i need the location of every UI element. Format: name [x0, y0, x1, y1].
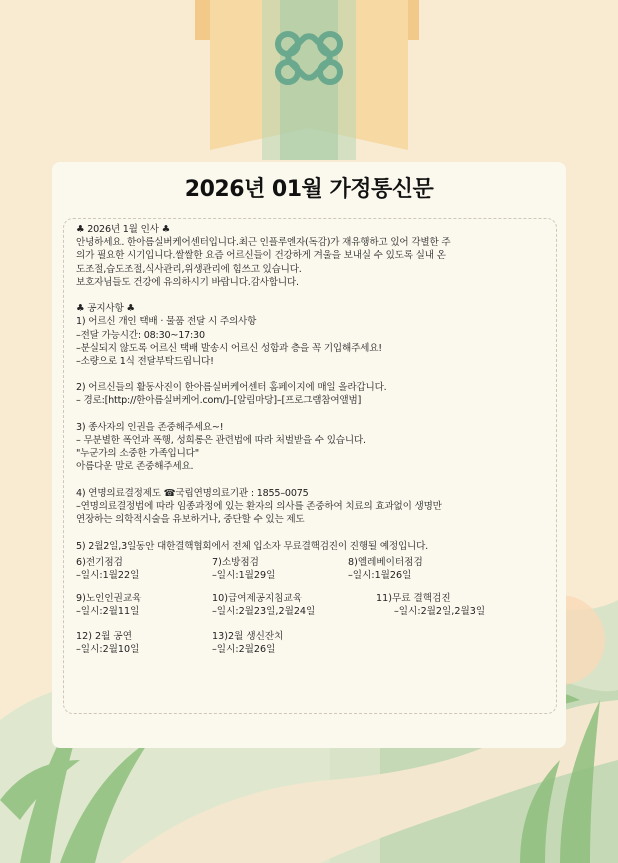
notice-line: 3) 종사자의 인권을 존중해주세요~! [76, 421, 224, 433]
schedule-date: –일시:1월22일 [76, 570, 140, 582]
schedule-item [76, 630, 139, 656]
greeting-line: 보호자님들도 건강에 유의하시기 바랍니다.감사합니다. [76, 276, 299, 288]
schedule-title: 8)엘레베이터점검 [348, 557, 423, 568]
schedule-item [76, 556, 139, 582]
schedule-item [348, 556, 423, 582]
schedule-title: 12) 2월 공연 [76, 631, 132, 642]
notice-line: 2) 어르신들의 활동사진이 한아름실버케어센터 홈페이지에 매일 올라갑니다. [76, 382, 387, 394]
schedule-title: 11)무료 결핵검진 [376, 593, 451, 604]
notice-line: –분실되지 않도록 어르신 택배 발송시 어르신 성함과 층을 꼭 기입해주세요! [76, 342, 382, 354]
schedule-item [212, 630, 283, 656]
notice-line: – 경로:[http://한아름실버케어.com/]–[알림마당]–[프로그램참여앨범] [76, 395, 362, 407]
notice-line: 연장하는 의학적시술을 유보하거나, 중단할 수 있는 제도 [76, 514, 305, 526]
newsletter-body [76, 223, 546, 553]
schedule-date: –일시:2월26일 [212, 644, 276, 656]
schedule-item [212, 556, 275, 582]
notice-line: 4) 연명의료결정제도 ☎국립연명의료기관 : 1855–0075 [76, 487, 309, 499]
schedule-date: –일시:1월29일 [212, 570, 276, 582]
notice-line: –전달 가능시간: 08:30~17:30 [76, 329, 205, 341]
notice-line: 1) 어르신 개인 택배 · 물품 전달 시 주의사항 [76, 316, 257, 328]
schedule-date: –일시:2월2일,2월3일 [394, 606, 486, 618]
greeting-heading: ♣ 2026년 1월 인사 ♣ [76, 224, 170, 235]
notice-line: "누군가의 소중한 가족입니다" [76, 448, 199, 460]
schedule-date: –일시:1월26일 [348, 570, 412, 582]
schedule-item [212, 592, 315, 618]
notice-line: – 무분별한 폭언과 폭행, 성희롱은 관련법에 따라 처벌받을 수 있습니다. [76, 435, 366, 446]
notice-line: –소량으로 1식 전달부탁드립니다! [76, 355, 214, 367]
schedule-title: 6)전기점검 [76, 557, 123, 568]
notice-line: 아름다운 말로 존중해주세요. [76, 461, 194, 473]
schedule-date: –일시:2월23일,2월24일 [212, 606, 316, 618]
schedule-date: –일시:2월11일 [76, 606, 140, 618]
schedule-title: 13)2월 생신잔치 [212, 631, 284, 642]
greeting-line: 도조절,습도조절,식사관리,위생관리에 힘쓰고 있습니다. [76, 263, 302, 275]
notice-heading: ♣ 공지사항 ♣ [76, 303, 135, 315]
schedule-date: –일시:2월10일 [76, 644, 140, 656]
greeting-line: 의가 필요한 시기입니다.쌀쌀한 요즘 어르신들이 건강하게 겨울을 보내실 수 있도록 실내 온 [76, 250, 446, 262]
schedule-title: 7)소방점검 [212, 557, 259, 568]
schedule-item [376, 592, 485, 618]
schedule-title: 9)노인인권교육 [76, 593, 142, 604]
page-title: 2026년 01월 가정통신문 [184, 177, 434, 202]
notice-line: –연명의료결정법에 따라 임종과정에 있는 환자의 의사를 존중하여 치료의 효과없이 생명만 [76, 500, 442, 512]
schedule-item [76, 592, 141, 618]
schedule-title: 10)급여제공지침교육 [212, 593, 303, 604]
notice-line: 5) 2월2일,3일동안 대한결핵협회에서 전체 입소자 무료결핵검진이 진행될 예정입니다. [76, 540, 429, 552]
greeting-line: 안녕하세요. 한아름실버케어센터입니다.최근 인플루엔자(독감)가 재유행하고 있어 각별한 주 [76, 237, 451, 249]
